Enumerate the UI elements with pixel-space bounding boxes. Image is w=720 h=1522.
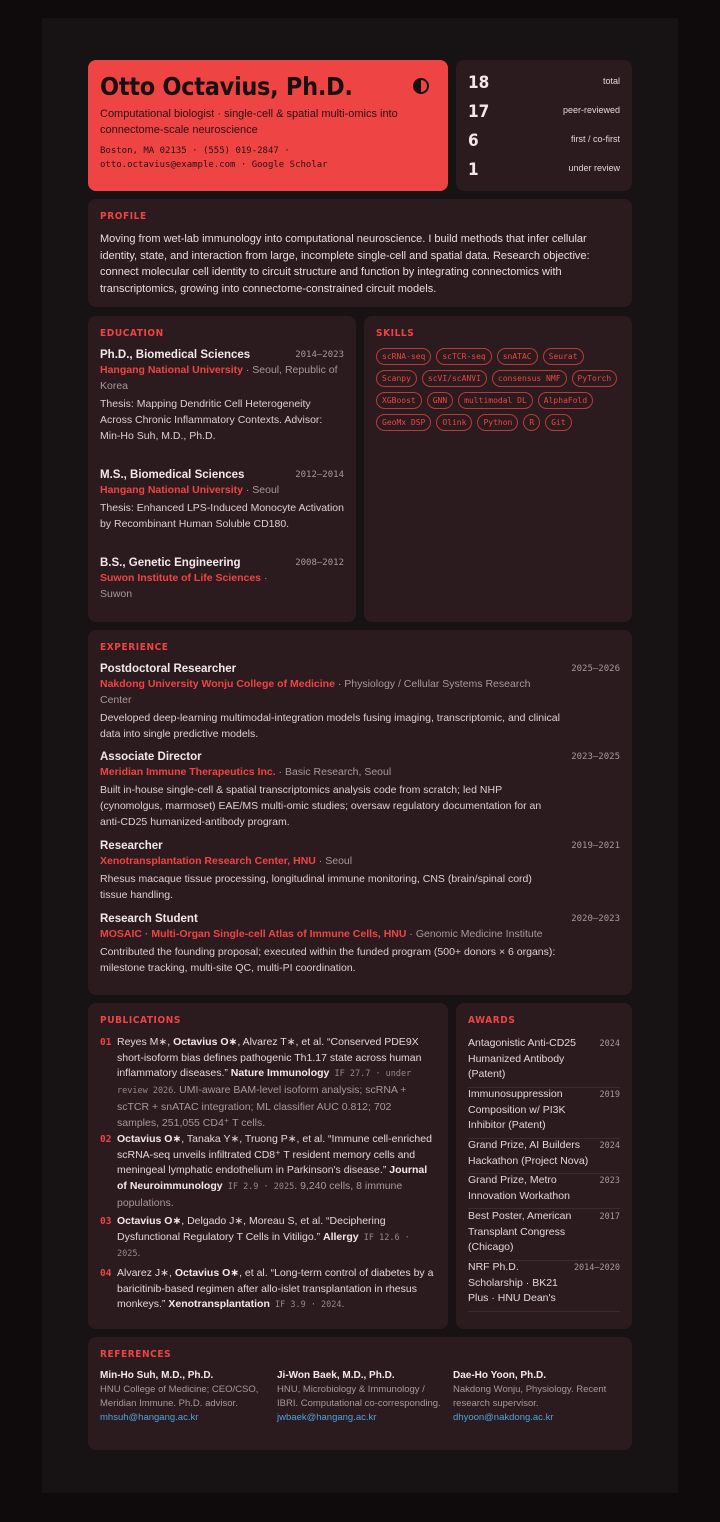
degree: Ph.D., Biomedical Sciences xyxy=(100,349,251,361)
publication-number: 02 xyxy=(100,1134,112,1145)
section-title: SKILLS xyxy=(376,328,415,339)
stat-peer-reviewed xyxy=(468,102,620,124)
header-card xyxy=(88,60,448,191)
skill-chip: Olink xyxy=(436,414,472,431)
award-item xyxy=(468,1260,620,1312)
skill-chip: XGBoost xyxy=(376,392,422,409)
self-author: Octavius O∗ xyxy=(174,1267,240,1279)
journal: Xenotransplantation xyxy=(168,1298,270,1311)
impact-factor: IF 12.6 · 2025 xyxy=(117,1232,410,1260)
awards-section xyxy=(456,1003,632,1329)
award-title: Best Poster, American Transplant Congress (Chicago) xyxy=(468,1210,572,1253)
reference-affiliation: HNU College of Medicine; CEO/CSO, Meridian Immune. Ph.D. advisor. xyxy=(100,1384,259,1409)
reference-name: Min-Ho Suh, M.D., Ph.D. xyxy=(100,1370,214,1381)
date-range: 2023–2025 xyxy=(571,752,620,762)
journal: Nature Immunology xyxy=(230,1067,330,1080)
journal: Allergy xyxy=(323,1230,359,1243)
section-title: EDUCATION xyxy=(100,328,164,339)
publication-number: 04 xyxy=(100,1268,112,1279)
skill-chip: scVI/scANVI xyxy=(422,370,487,387)
award-title: Antagonistic Anti-CD25 Humanized Antibody (Patent) xyxy=(468,1037,576,1080)
location: · Seoul xyxy=(315,855,353,867)
skill-chip: PyTorch xyxy=(572,370,618,387)
self-author: Octavius O∗ xyxy=(117,1215,182,1227)
references-section xyxy=(88,1337,632,1450)
skill-chip: snATAC xyxy=(497,348,538,365)
organization: Xenotransplantation Research Center, HNU xyxy=(100,855,316,867)
reference-name: Dae-Ho Yoon, Ph.D. xyxy=(453,1370,546,1381)
skill-chip: AlphaFold xyxy=(538,392,593,409)
thesis: Thesis: Mapping Dendritic Cell Heterogeneity Across Chronic Inflammatory Contexts. Advisor: Min-Ho Suh, M.D., Ph.D. xyxy=(100,398,323,442)
school: Hangang National University xyxy=(100,364,243,376)
award-year: 2017 xyxy=(599,1212,620,1222)
citation-text: , Delgado J∗, Moreau S, et al. “Deciphering Dysfunctional Regulatory T Cells in Vitiligo.” xyxy=(117,1215,386,1243)
reference-affiliation: HNU, Microbiology & Immunology / IBRI. Computational co-corresponding. xyxy=(277,1384,441,1409)
organization: Nakdong University Wonju College of Medicine xyxy=(100,678,335,690)
award-item xyxy=(468,1173,620,1209)
award-item xyxy=(468,1087,620,1139)
skill-chip: multimodal DL xyxy=(458,392,533,409)
reference-email[interactable]: jwbaek@hangang.ac.kr xyxy=(277,1412,377,1423)
reference-item xyxy=(100,1369,266,1425)
publication-note: . 9,240 cells, 8 immune populations. xyxy=(117,1180,403,1209)
section-title: EXPERIENCE xyxy=(100,642,169,653)
experience-entry xyxy=(100,913,620,976)
profile-section xyxy=(88,199,632,307)
publication-number: 03 xyxy=(100,1216,112,1227)
skill-chip: GNN xyxy=(427,392,453,409)
date-range: 2014–2023 xyxy=(295,350,344,360)
impact-factor: IF 27.7 · under review 2026 xyxy=(117,1069,412,1097)
stat-number: 6 xyxy=(468,131,479,151)
publication-note: . xyxy=(137,1247,141,1260)
experience-entry xyxy=(100,751,620,830)
skill-chip: R xyxy=(523,414,540,431)
award-year: 2024 xyxy=(599,1039,620,1049)
experience-entry xyxy=(100,840,620,903)
publication-note: . xyxy=(341,1298,345,1311)
theme-toggle-icon[interactable] xyxy=(413,78,429,94)
date-range: 2019–2021 xyxy=(571,841,620,851)
experience-entry xyxy=(100,663,620,742)
date-range: 2020–2023 xyxy=(571,914,620,924)
award-year: 2023 xyxy=(599,1176,620,1186)
experience-section xyxy=(88,630,632,995)
organization: Meridian Immune Therapeutics Inc. xyxy=(100,766,276,778)
skill-chip: Python xyxy=(477,414,518,431)
skill-chip: consensus NMF xyxy=(492,370,567,387)
role: Postdoctoral Researcher xyxy=(100,663,237,675)
description: Built in-house single-cell & spatial transcriptomics analysis code from scratch; led NHP (cynomolgus, marmoset) EAE/MS multi-omic studies; oversaw regulatory documentation for an anti-CD25 humanized-antibody program. xyxy=(100,784,542,828)
citation-text: , Alvarez T∗, et al. “Conserved PDE9X short-isoform bias defines pathogenic Th1.17 state across human inflammatory diseases.” xyxy=(117,1036,422,1080)
award-year: 2019 xyxy=(599,1090,620,1100)
contact-line: Boston, MA 02135 · (555) 019-2847 · otto.octavius@example.com · Google Scholar xyxy=(100,146,328,170)
self-author: Octavius O∗ xyxy=(173,1036,238,1048)
reference-name: Ji-Won Baek, M.D., Ph.D. xyxy=(277,1370,395,1381)
publication-note: . UMI-aware BAM-level isoform analysis; scRNA + scTCR + snATAC integration; ML classifier AUC 0.812; 702 samples, 251,055 CD4⁺ T cells. xyxy=(117,1084,407,1129)
stat-number: 18 xyxy=(468,73,490,93)
section-title: AWARDS xyxy=(468,1015,516,1026)
organization: MOSAIC · Multi-Organ Single-cell Atlas of Immune Cells, HNU xyxy=(100,928,407,940)
authors-before: Reyes M∗, xyxy=(117,1036,174,1048)
date-range: 2025–2026 xyxy=(571,664,620,674)
journal: Journal of Neuroimmunology xyxy=(117,1164,428,1193)
stat-under-review xyxy=(468,160,620,182)
school: Suwon Institute of Life Sciences xyxy=(100,572,262,584)
reference-item xyxy=(277,1369,443,1425)
role: Associate Director xyxy=(100,751,202,763)
award-item xyxy=(468,1036,620,1088)
skill-chip: scRNA-seq xyxy=(376,348,431,365)
award-title: Grand Prize, Metro Innovation Workathon xyxy=(468,1174,570,1202)
skill-chips xyxy=(376,348,624,431)
award-item xyxy=(468,1138,620,1174)
location: · Suwon xyxy=(100,572,268,600)
award-title: Immunosuppression Composition w/ PI3K Inhibitor (Patent) xyxy=(468,1088,566,1131)
degree: M.S., Biomedical Sciences xyxy=(100,469,245,481)
date-range: 2012–2014 xyxy=(295,470,344,480)
skill-chip: GeoMx DSP xyxy=(376,414,431,431)
stat-first-author xyxy=(468,131,620,153)
publication-item xyxy=(100,1266,436,1314)
education-entry xyxy=(100,349,344,444)
skill-chip: Scanpy xyxy=(376,370,417,387)
location: · Basic Research, Seoul xyxy=(275,766,392,778)
reference-email[interactable]: dhyoon@nakdong.ac.kr xyxy=(453,1412,554,1423)
publication-item xyxy=(100,1035,436,1131)
date-range: 2008–2012 xyxy=(295,558,344,568)
location: · Genomic Medicine Institute xyxy=(406,928,543,940)
role: Research Student xyxy=(100,913,198,925)
education-entry xyxy=(100,557,344,602)
publication-item xyxy=(100,1132,436,1212)
publication-item xyxy=(100,1214,436,1263)
publications-section xyxy=(88,1003,448,1329)
skill-chip: Git xyxy=(545,414,571,431)
description: Contributed the founding proposal; executed within the funded program (500+ donors × 6 organs): milestone tracking, multi-site QC, multi-PI coordination. xyxy=(100,946,556,974)
stat-number: 1 xyxy=(468,160,479,180)
education-entry xyxy=(100,469,344,532)
impact-factor: IF 2.9 · 2025 xyxy=(222,1182,295,1193)
stat-number: 17 xyxy=(468,102,490,122)
location: · Seoul, Republic of Korea xyxy=(100,364,338,392)
skills-section xyxy=(364,316,632,622)
profile-text: Moving from wet-lab immunology into computational neuroscience. I build methods that infer cellular identity, state, and interaction from large, incomplete single-cell and spatial data. Research objective: connect molecular cell identity to circuit structure and function by integrating connectomics with transcriptomics, growing into connectome-constrained circuit models. xyxy=(100,233,590,295)
stat-label: under review xyxy=(568,163,620,173)
citation-text: , Tanaka Y∗, Truong P∗, et al. “Immune cell-enriched scRNA-seq unveils infiltrated CD8⁺ T resident memory cells and meningeal lymphatic endothelium in Parkinson's disease.” xyxy=(117,1133,432,1177)
section-title: PUBLICATIONS xyxy=(100,1015,181,1026)
skill-chip: Seurat xyxy=(543,348,584,365)
role: Researcher xyxy=(100,840,163,852)
stat-label: total xyxy=(602,76,620,86)
location: · Physiology / Cellular Systems Research Center xyxy=(100,678,531,706)
award-year: 2024 xyxy=(599,1141,620,1151)
person-name: Otto Octavius, Ph.D. xyxy=(100,72,353,101)
reference-affiliation: Nakdong Wonju, Physiology. Recent research supervisor. xyxy=(453,1384,607,1409)
description: Rhesus macaque tissue processing, longitudinal immune monitoring, CNS (brain/spinal cord) tissue handling. xyxy=(100,873,532,901)
self-author: Octavius O∗ xyxy=(117,1133,182,1145)
skill-chip: scTCR-seq xyxy=(436,348,491,365)
stat-label: peer-reviewed xyxy=(562,105,620,115)
award-title: Grand Prize, AI Builders Hackathon (Project Nova) xyxy=(468,1139,589,1167)
publication-number: 01 xyxy=(100,1037,112,1048)
school: Hangang National University xyxy=(100,484,243,496)
tagline: Computational biologist · single-cell & spatial multi-omics into connectome-scale neuroscience xyxy=(100,108,398,136)
reference-email[interactable]: mhsuh@hangang.ac.kr xyxy=(100,1412,199,1423)
section-title: REFERENCES xyxy=(100,1349,172,1360)
impact-factor: IF 3.9 · 2024 xyxy=(269,1300,342,1311)
section-title: PROFILE xyxy=(100,211,147,222)
publication-stats xyxy=(456,60,632,191)
award-year: 2014–2020 xyxy=(573,1263,620,1273)
description: Developed deep-learning multimodal-integration models fusing imaging, transcriptomic, and clinical data into single predictive models. xyxy=(100,712,560,740)
thesis: Thesis: Enhanced LPS-Induced Monocyte Activation by Recombinant Human Soluble CD180. xyxy=(100,502,344,530)
location: · Seoul xyxy=(242,484,280,496)
citation-text: , et al. “Long-term control of diabetes by a baricitinib-based regimen after allo-islet transplantation in rhesus monkeys.” xyxy=(117,1267,434,1311)
award-item xyxy=(468,1209,620,1261)
education-section xyxy=(88,316,356,622)
stat-label: first / co-first xyxy=(571,134,620,144)
degree: B.S., Genetic Engineering xyxy=(100,557,241,569)
authors-before: Alvarez J∗, xyxy=(117,1267,175,1279)
stat-total xyxy=(468,73,620,95)
award-title: NRF Ph.D. Scholarship · BK21 Plus · HNU Dean's xyxy=(468,1261,558,1304)
reference-item xyxy=(453,1369,619,1425)
